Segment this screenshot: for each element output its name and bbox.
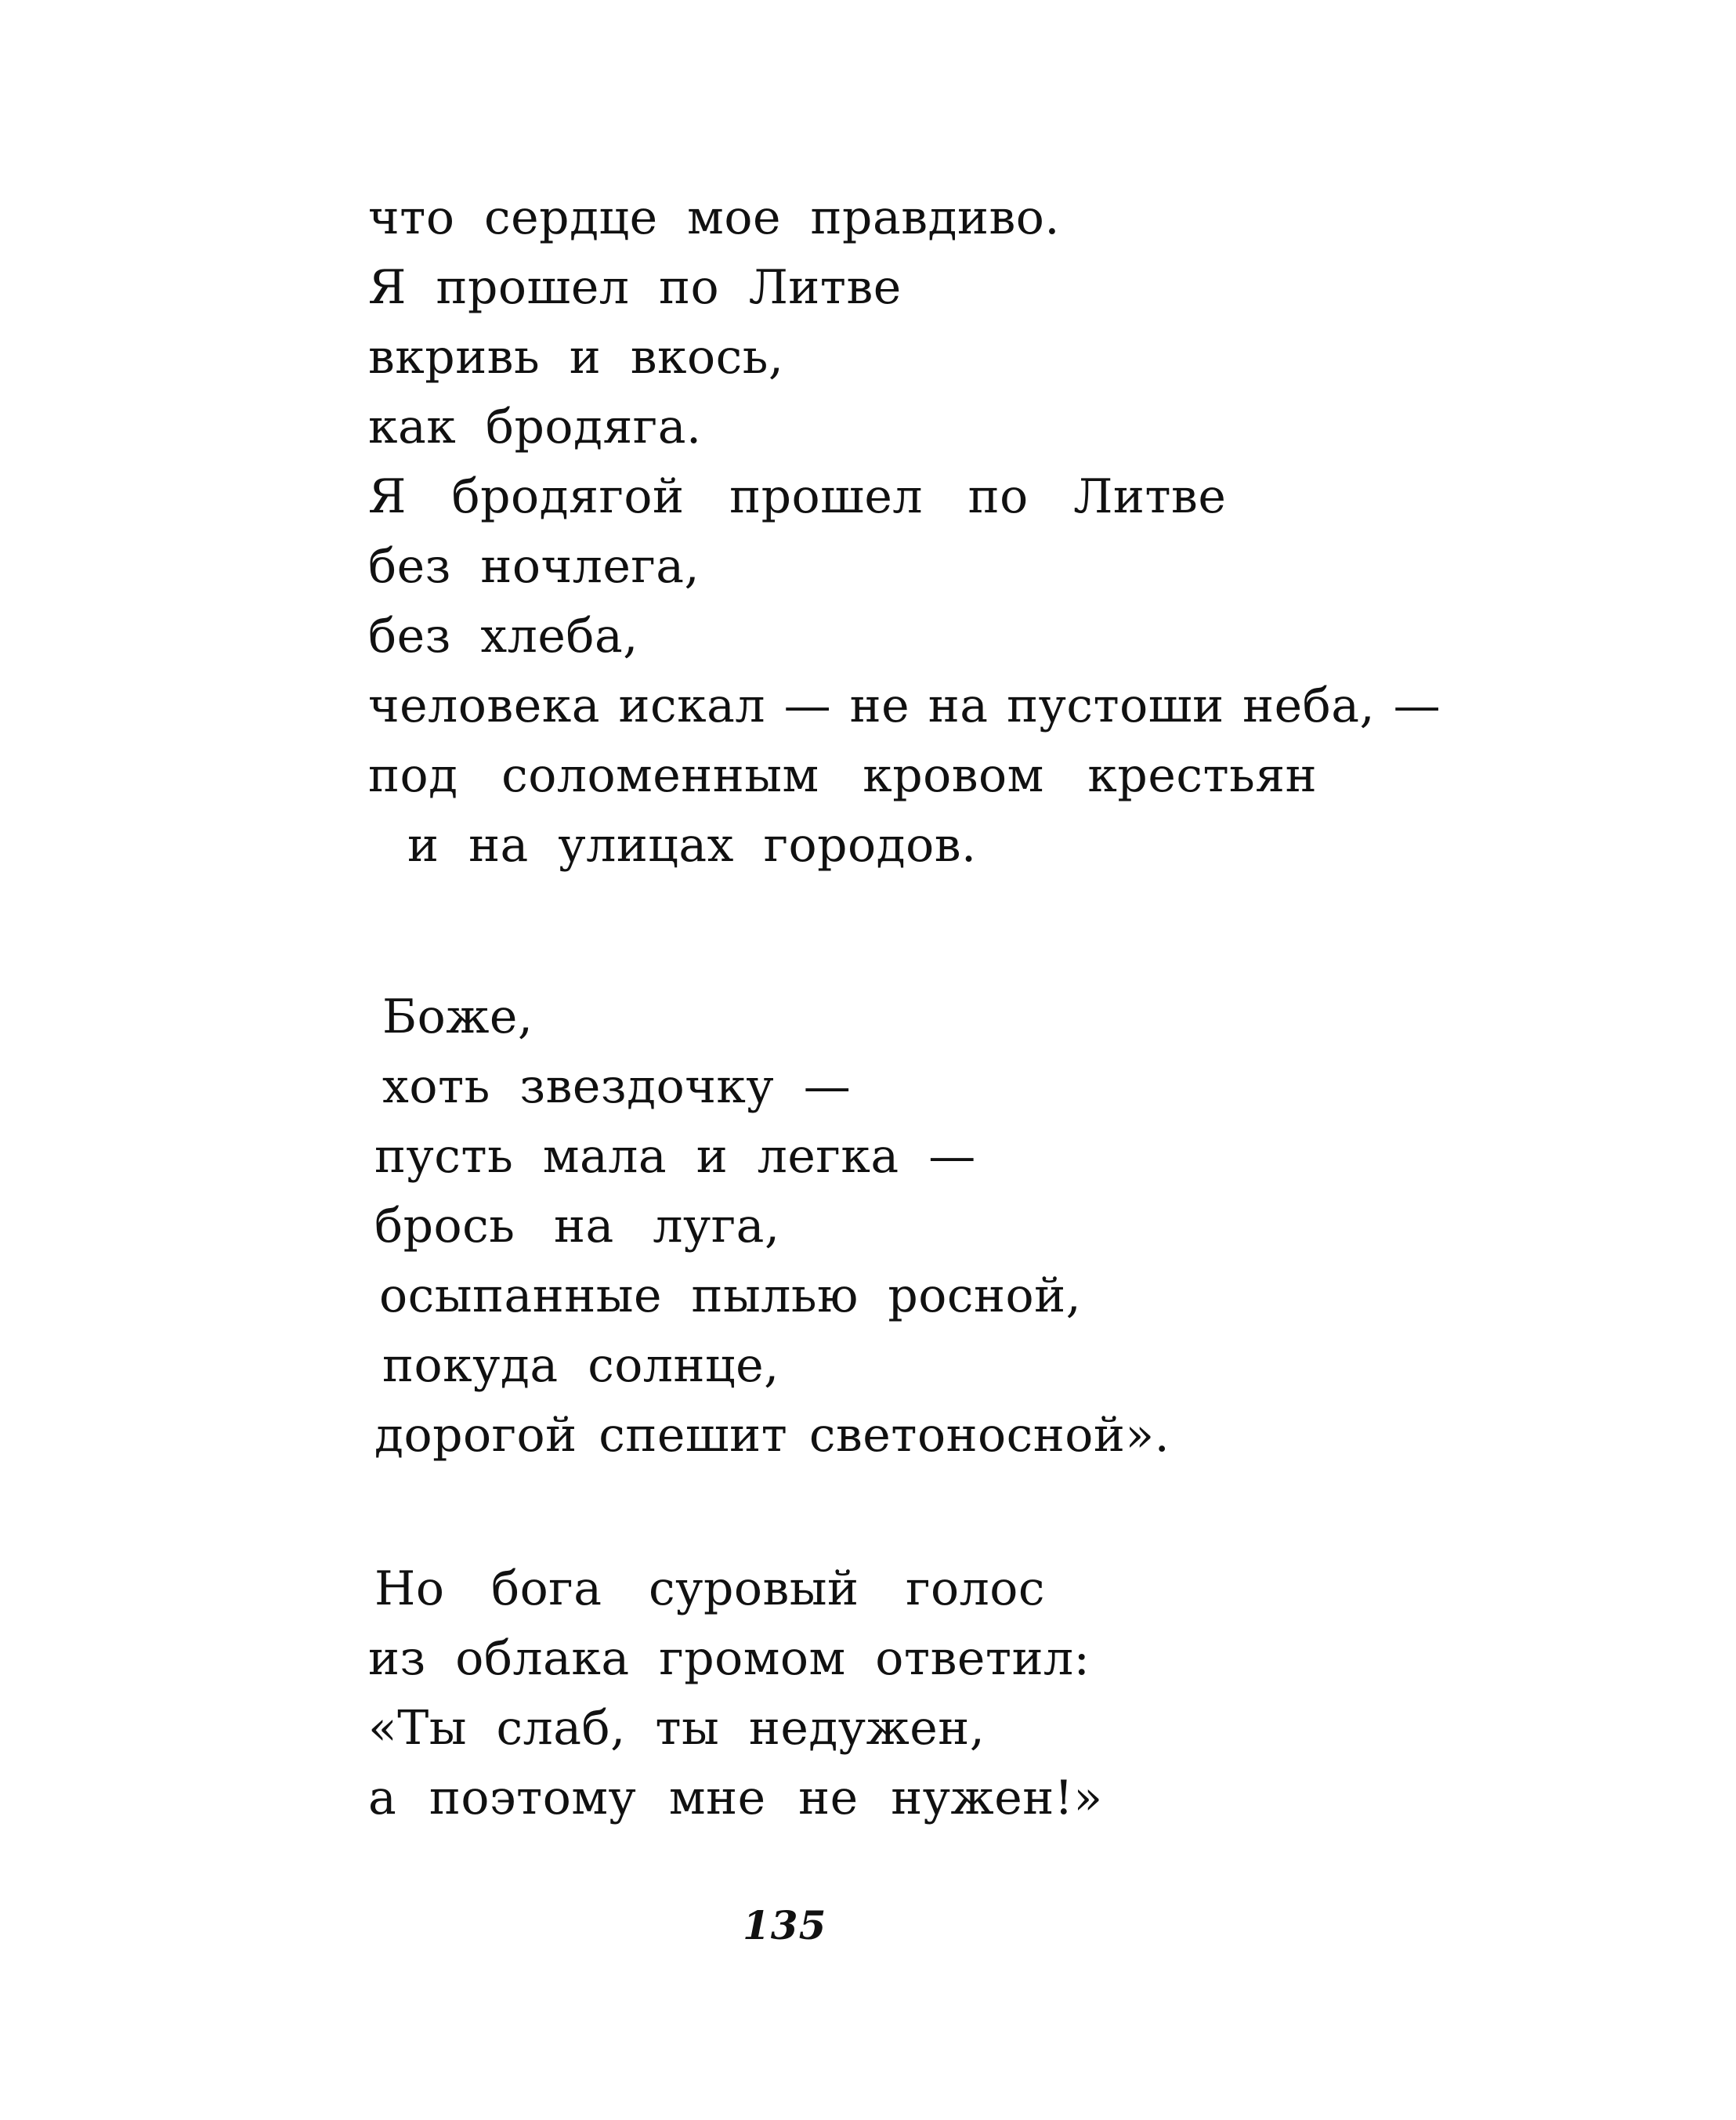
poem-line: под соломенным кровом крестьян (368, 748, 1318, 803)
poem-line: без хлеба, (368, 609, 638, 664)
page-number: 135 (743, 1902, 827, 1948)
poem-line: хоть звездочку — (382, 1059, 852, 1114)
poem-line: «Ты слаб, ты недужен, (368, 1701, 986, 1756)
poem-line: Я бродягой прошел по Литве (368, 469, 1227, 524)
poem-line: дорогой спешит светоносной». (374, 1408, 1170, 1463)
poem-line: как бродяга. (368, 400, 702, 454)
poem-line: брось на луга, (374, 1199, 780, 1254)
poem-line: что сердце мое правдиво. (368, 190, 1060, 245)
poem-line: осыпанные пылью росной, (379, 1268, 1082, 1323)
poem-line: Боже, (382, 989, 533, 1044)
poem-line: вкривь и вкось, (368, 330, 784, 385)
poem-line: и на улицах городов. (407, 818, 977, 873)
poem-line: Я прошел по Литве (368, 260, 902, 315)
poem-line: без ночлега, (368, 539, 700, 594)
poem-line: из облака громом ответил: (368, 1631, 1090, 1686)
poem-line: а поэтому мне не нужен!» (368, 1771, 1103, 1825)
poem-line: человека искал — не на пустоши неба, — (368, 678, 1441, 733)
poem-line: покуда солнце, (382, 1338, 779, 1393)
poem-line: пусть мала и легка — (374, 1129, 976, 1184)
poem-line: Но бога суровый голос (374, 1561, 1045, 1616)
